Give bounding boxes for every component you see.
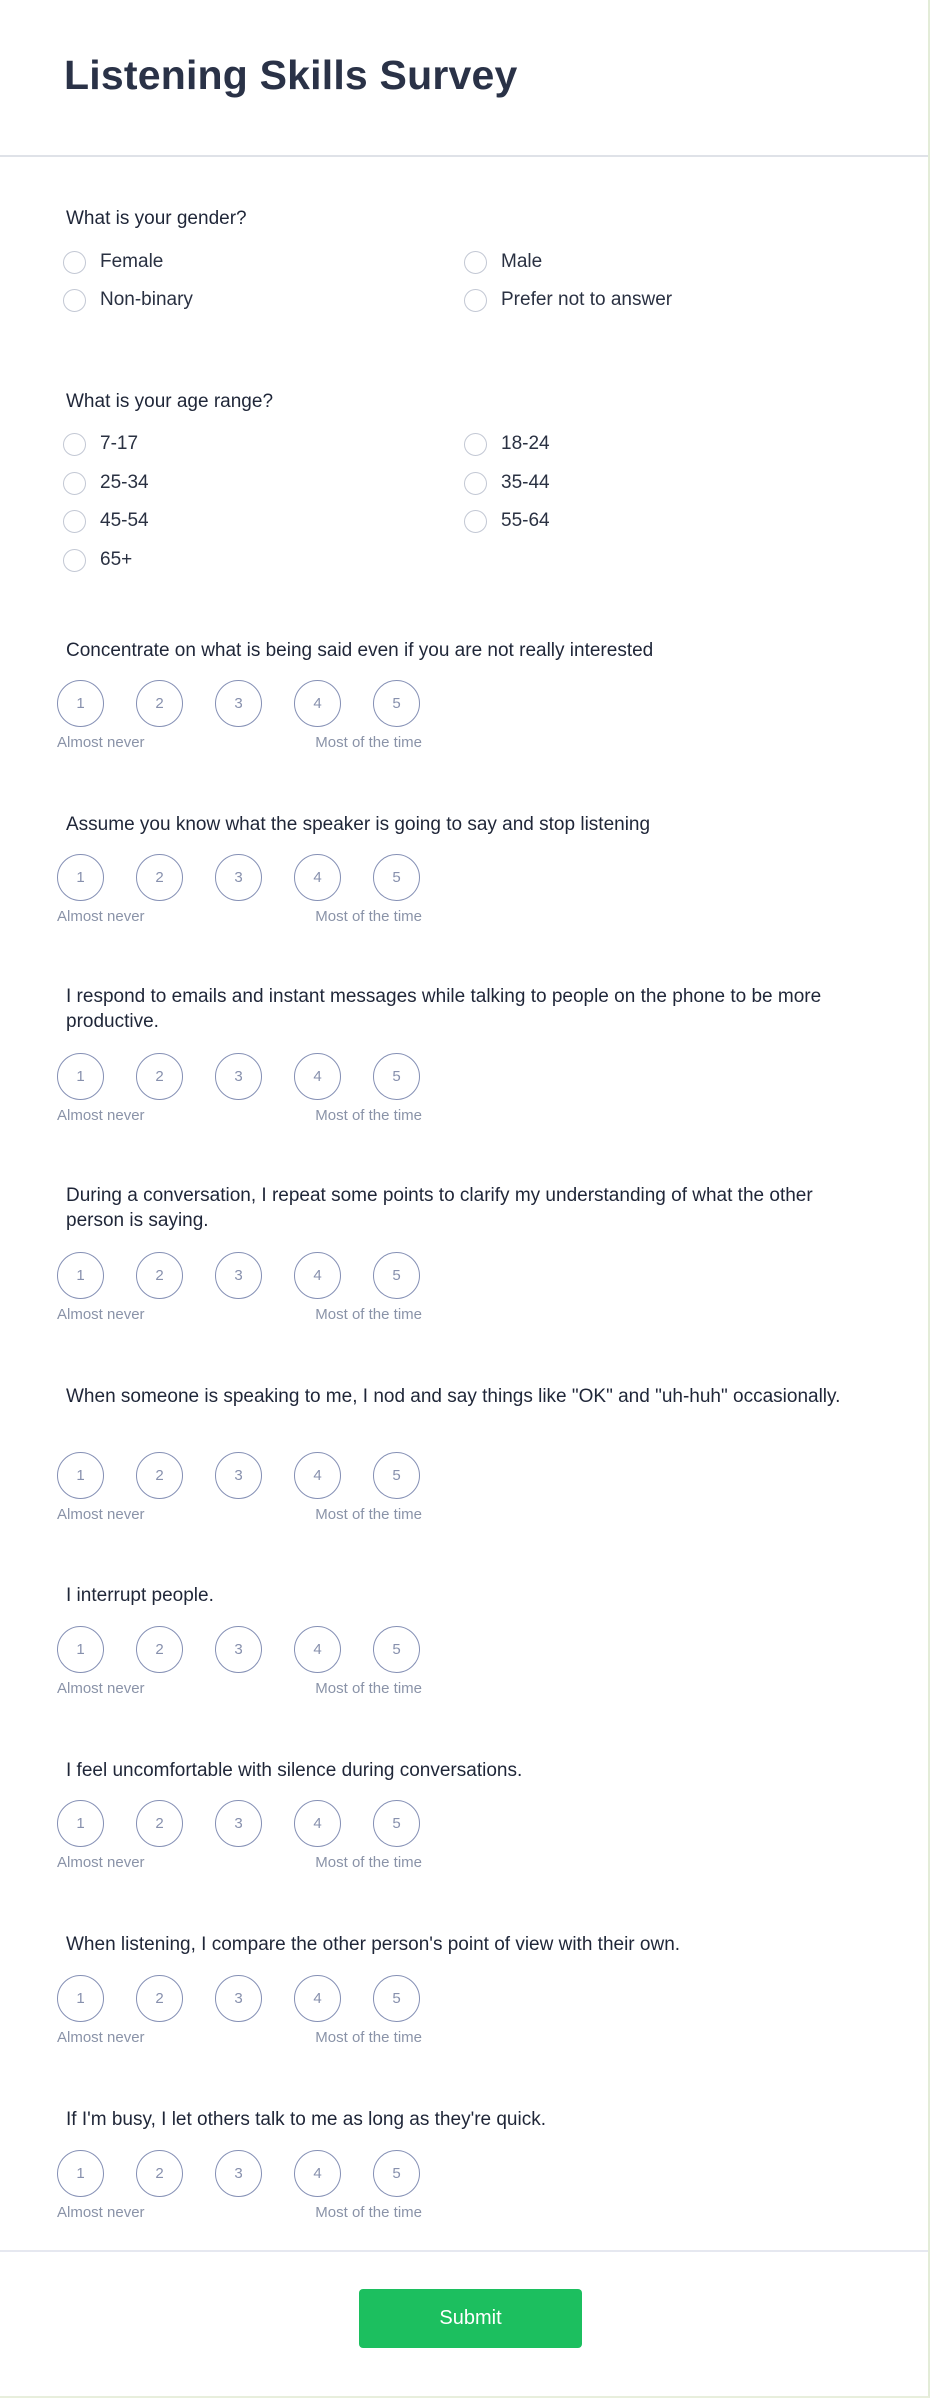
rating-option-4[interactable]: 4 — [294, 1452, 341, 1499]
rating-option-2[interactable]: 2 — [136, 1053, 183, 1100]
radio-gender-non-binary[interactable] — [63, 285, 193, 315]
rating-question-label: If I'm busy, I let others talk to me as long as they're quick. — [66, 2109, 547, 2130]
rating-option-5[interactable]: 5 — [373, 1452, 420, 1499]
scale-max-label: Most of the time — [315, 1680, 422, 1697]
scale-max-label: Most of the time — [315, 2204, 422, 2221]
option-label: Non-binary — [100, 289, 193, 310]
rating-scale — [57, 1800, 427, 1890]
option-label: Female — [100, 251, 164, 272]
rating-option-3[interactable]: 3 — [215, 680, 262, 727]
radio-circle-icon[interactable] — [63, 251, 86, 274]
question-age-label: What is your age range? — [66, 391, 274, 412]
rating-option-4[interactable]: 4 — [294, 680, 341, 727]
option-label: 55-64 — [501, 510, 550, 531]
scale-min-label: Almost never — [57, 1107, 145, 1124]
radio-circle-icon[interactable] — [464, 510, 487, 533]
scale-max-label: Most of the time — [315, 1107, 422, 1124]
radio-circle-icon[interactable] — [63, 510, 86, 533]
rating-option-1[interactable]: 1 — [57, 680, 104, 727]
rating-option-4[interactable]: 4 — [294, 854, 341, 901]
page-title: Listening Skills Survey — [64, 52, 518, 98]
rating-option-3[interactable]: 3 — [215, 2150, 262, 2197]
rating-option-1[interactable]: 1 — [57, 1975, 104, 2022]
rating-option-2[interactable]: 2 — [136, 1800, 183, 1847]
rating-question-label: I interrupt people. — [66, 1585, 214, 1606]
rating-scale — [57, 1975, 427, 2065]
radio-gender-male[interactable] — [464, 247, 542, 277]
rating-scale — [57, 1053, 427, 1143]
rating-option-4[interactable]: 4 — [294, 1252, 341, 1299]
rating-option-4[interactable]: 4 — [294, 1053, 341, 1100]
rating-question-label: Concentrate on what is being said even if you are not really interested — [66, 640, 654, 661]
rating-option-3[interactable]: 3 — [215, 1252, 262, 1299]
rating-option-5[interactable]: 5 — [373, 1252, 420, 1299]
rating-scale — [57, 1626, 427, 1716]
rating-option-5[interactable]: 5 — [373, 680, 420, 727]
rating-option-1[interactable]: 1 — [57, 854, 104, 901]
rating-option-3[interactable]: 3 — [215, 1800, 262, 1847]
rating-option-5[interactable]: 5 — [373, 854, 420, 901]
rating-option-2[interactable]: 2 — [136, 1452, 183, 1499]
rating-option-5[interactable]: 5 — [373, 1053, 420, 1100]
rating-option-4[interactable]: 4 — [294, 1975, 341, 2022]
scale-max-label: Most of the time — [315, 1306, 422, 1323]
submit-button[interactable]: Submit — [359, 2289, 582, 2348]
rating-option-3[interactable]: 3 — [215, 1626, 262, 1673]
option-label: 65+ — [100, 549, 133, 570]
radio-age-65-plus[interactable] — [63, 545, 132, 575]
radio-circle-icon[interactable] — [63, 433, 86, 456]
rating-option-2[interactable]: 2 — [136, 680, 183, 727]
rating-option-2[interactable]: 2 — [136, 1626, 183, 1673]
rating-question-label: I respond to emails and instant messages while talking to people on the phone to be more productive. — [66, 986, 822, 1032]
radio-circle-icon[interactable] — [63, 549, 86, 572]
scale-max-label: Most of the time — [315, 2029, 422, 2046]
question-gender-label: What is your gender? — [66, 208, 247, 229]
radio-circle-icon[interactable] — [63, 472, 86, 495]
rating-option-5[interactable]: 5 — [373, 2150, 420, 2197]
rating-question-label: During a conversation, I repeat some points to clarify my understanding of what the other person is saying. — [66, 1185, 813, 1231]
rating-option-4[interactable]: 4 — [294, 1626, 341, 1673]
rating-option-3[interactable]: 3 — [215, 1053, 262, 1100]
rating-option-5[interactable]: 5 — [373, 1800, 420, 1847]
scale-min-label: Almost never — [57, 908, 145, 925]
rating-option-2[interactable]: 2 — [136, 1975, 183, 2022]
radio-age-55-64[interactable] — [464, 506, 550, 536]
radio-age-25-34[interactable] — [63, 468, 149, 498]
scale-min-label: Almost never — [57, 2204, 145, 2221]
option-label: Prefer not to answer — [501, 289, 673, 310]
rating-option-1[interactable]: 1 — [57, 1452, 104, 1499]
option-label: 7-17 — [100, 433, 139, 454]
rating-option-1[interactable]: 1 — [57, 2150, 104, 2197]
rating-option-2[interactable]: 2 — [136, 2150, 183, 2197]
rating-option-2[interactable]: 2 — [136, 854, 183, 901]
radio-circle-icon[interactable] — [464, 251, 487, 274]
rating-option-3[interactable]: 3 — [215, 1452, 262, 1499]
rating-scale — [57, 854, 427, 944]
scale-min-label: Almost never — [57, 1506, 145, 1523]
rating-option-1[interactable]: 1 — [57, 1053, 104, 1100]
rating-option-5[interactable]: 5 — [373, 1975, 420, 2022]
scale-min-label: Almost never — [57, 734, 145, 751]
scale-min-label: Almost never — [57, 1306, 145, 1323]
radio-age-45-54[interactable] — [63, 506, 149, 536]
radio-age-7-17[interactable] — [63, 429, 138, 459]
rating-scale — [57, 1252, 427, 1342]
form-header — [0, 0, 928, 157]
rating-question-label: Assume you know what the speaker is going to say and stop listening — [66, 814, 651, 835]
option-label: 45-54 — [100, 510, 149, 531]
option-label: 25-34 — [100, 472, 149, 493]
rating-scale — [57, 2150, 427, 2240]
rating-option-1[interactable]: 1 — [57, 1252, 104, 1299]
rating-option-3[interactable]: 3 — [215, 1975, 262, 2022]
rating-option-1[interactable]: 1 — [57, 1626, 104, 1673]
scale-max-label: Most of the time — [315, 734, 422, 751]
scale-max-label: Most of the time — [315, 908, 422, 925]
rating-option-3[interactable]: 3 — [215, 854, 262, 901]
rating-option-4[interactable]: 4 — [294, 1800, 341, 1847]
radio-gender-female[interactable] — [63, 247, 163, 277]
radio-circle-icon[interactable] — [464, 289, 487, 312]
scale-max-label: Most of the time — [315, 1854, 422, 1871]
rating-question-label: When listening, I compare the other person's point of view with their own. — [66, 1934, 681, 1955]
rating-option-1[interactable]: 1 — [57, 1800, 104, 1847]
radio-age-35-44[interactable] — [464, 468, 550, 498]
scale-min-label: Almost never — [57, 2029, 145, 2046]
scale-max-label: Most of the time — [315, 1506, 422, 1523]
rating-option-5[interactable]: 5 — [373, 1626, 420, 1673]
scale-min-label: Almost never — [57, 1680, 145, 1697]
option-label: 18-24 — [501, 433, 550, 454]
radio-age-18-24[interactable] — [464, 429, 550, 459]
radio-circle-icon[interactable] — [464, 433, 487, 456]
radio-circle-icon[interactable] — [63, 289, 86, 312]
radio-gender-prefer-not[interactable] — [464, 285, 672, 315]
footer-divider — [0, 2250, 928, 2252]
rating-scale — [57, 1452, 427, 1542]
rating-scale — [57, 680, 427, 770]
radio-circle-icon[interactable] — [464, 472, 487, 495]
rating-option-2[interactable]: 2 — [136, 1252, 183, 1299]
scale-min-label: Almost never — [57, 1854, 145, 1871]
rating-option-4[interactable]: 4 — [294, 2150, 341, 2197]
option-label: 35-44 — [501, 472, 550, 493]
option-label: Male — [501, 251, 543, 272]
rating-question-label: When someone is speaking to me, I nod and say things like "OK" and "uh-huh" occasionally. — [66, 1386, 841, 1407]
rating-question-label: I feel uncomfortable with silence during conversations. — [66, 1760, 523, 1781]
